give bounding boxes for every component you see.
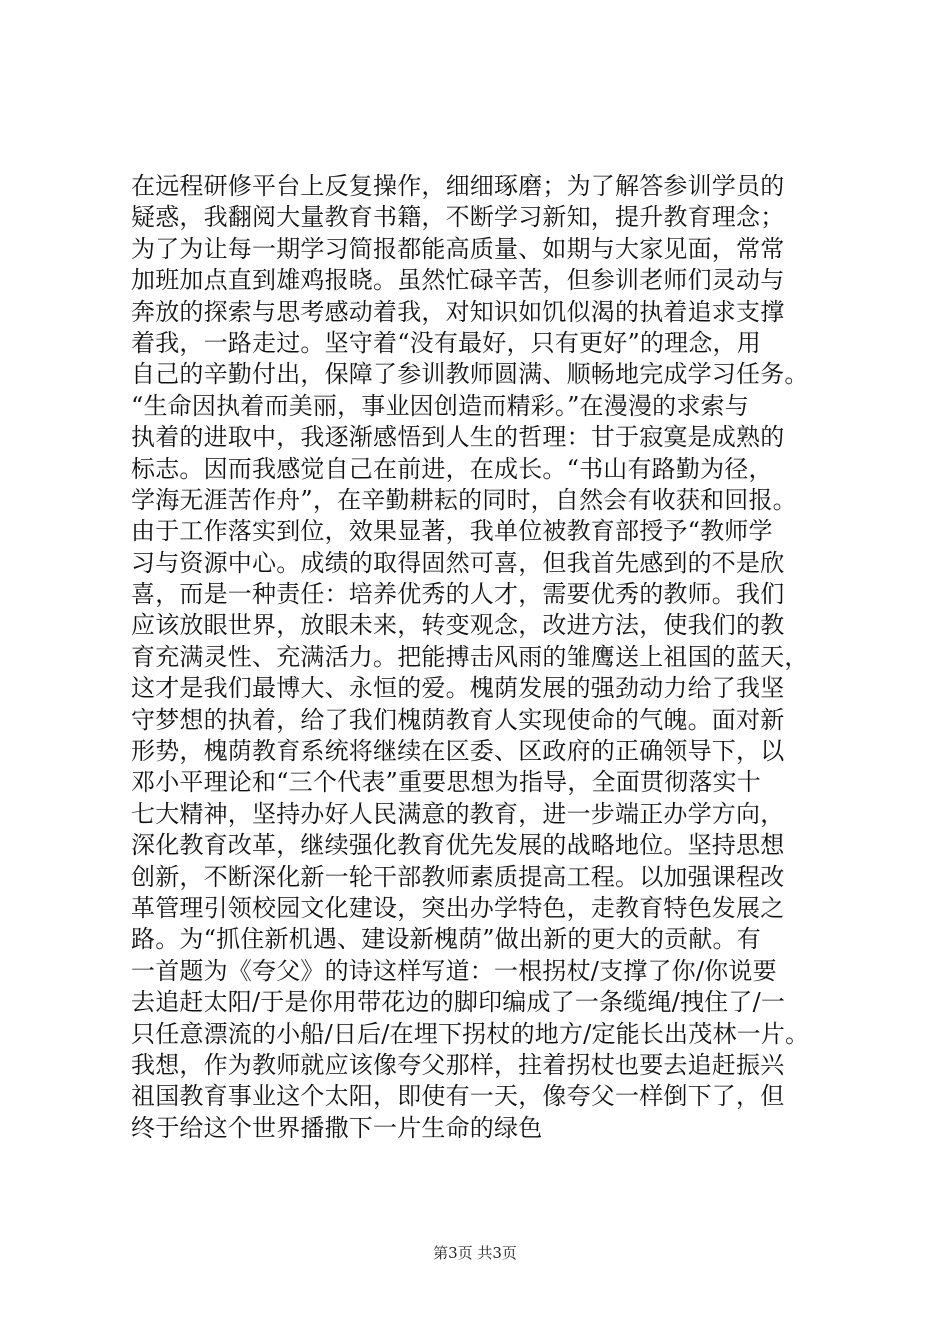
- text-line: 在远程研修平台上反复操作，细细琢磨；为了解答参训学员的: [131, 172, 785, 200]
- body-text: [131, 171, 831, 1144]
- text-line: 着我，一路走过。坚守着“没有最好，只有更好”的理念，用: [131, 328, 761, 357]
- page-footer: [0, 1243, 950, 1263]
- text-line: 由于工作落实到位，效果显著，我单位被教育部授予“教师学: [131, 517, 773, 546]
- text-line: 祖国教育事业这个太阳，即使有一天，像夸父一样倒下了，但: [131, 1082, 785, 1111]
- text-line: 习与资源中心。成绩的取得固然可喜，但我首先感到的不是欣: [131, 548, 785, 577]
- page-number-label: 第3页 共3页: [433, 1244, 517, 1262]
- text-line: 执着的进取中，我逐渐感悟到人生的哲理：甘于寂寞是成熟的: [131, 423, 785, 452]
- text-line: 喜，而是一种责任：培养优秀的人才，需要优秀的教师。我们: [131, 580, 785, 609]
- text-line: 这才是我们最博大、永恒的爱。槐荫发展的强劲动力给了我坚: [131, 674, 785, 703]
- text-line: 自己的辛勤付出，保障了参训教师圆满、顺畅地完成学习任务。: [131, 360, 809, 389]
- text-line: 为了为让每一期学习简报都能高质量、如期与大家见面，常常: [131, 234, 785, 263]
- text-line: 去追赶太阳/于是你用带花边的脚印编成了一条缆绳/拽住了/一: [131, 988, 786, 1017]
- text-line: 邓小平理论和“三个代表”重要思想为指导，全面贯彻落实十: [131, 768, 761, 797]
- text-line: 疑惑，我翻阅大量教育书籍，不断学习新知，提升教育理念；: [131, 203, 785, 232]
- text-line: 深化教育改革，继续强化教育优先发展的战略地位。坚持思想: [131, 831, 785, 860]
- text-line: 学海无涯苦作舟”，在辛勤耕耘的同时，自然会有收获和回报。: [131, 485, 797, 514]
- text-line: 一首题为《夸父》的诗这样写道：一根拐杖/支撑了你/你说要: [131, 956, 777, 985]
- text-line: 形势，槐荫教育系统将继续在区委、区政府的正确领导下，以: [131, 737, 785, 766]
- text-line: 终于给这个世界播撒下一片生命的绿色: [131, 1113, 543, 1142]
- text-line: 我想，作为教师就应该像夸父那样，拄着拐杖也要去追赶振兴: [131, 1050, 785, 1079]
- text-line: 守梦想的执着，给了我们槐荫教育人实现使命的气魄。面对新: [131, 705, 785, 734]
- text-line: 应该放眼世界，放眼未来，转变观念，改进方法，使我们的教: [131, 611, 785, 640]
- text-line: 路。为“抓住新机遇、建设新槐荫”做出新的更大的贡献。有: [131, 925, 761, 954]
- text-line: 加班加点直到雄鸡报晓。虽然忙碌辛苦，但参训老师们灵动与: [131, 266, 785, 295]
- text-line: 标志。因而我感觉自己在前进，在成长。“书山有路勤为径，: [131, 454, 773, 483]
- text-line: 创新，不断深化新一轮干部教师素质提高工程。以加强课程改: [131, 862, 785, 891]
- text-line: 奔放的探索与思考感动着我，对知识如饥似渴的执着追求支撑: [131, 297, 785, 326]
- text-line: 育充满灵性、充满活力。把能搏击风雨的雏鹰送上祖国的蓝天，: [131, 642, 809, 671]
- text-line: 革管理引领校园文化建设，突出办学特色，走教育特色发展之: [131, 893, 785, 922]
- text-line: 七大精神，坚持办好人民满意的教育，进一步端正办学方向，: [131, 799, 785, 828]
- text-line: 只任意漂流的小船/日后/在埋下拐杖的地方/定能长出茂林一片。: [131, 1019, 810, 1048]
- text-line: “生命因执着而美丽，事业因创造而精彩。”在漫漫的求索与: [131, 391, 749, 420]
